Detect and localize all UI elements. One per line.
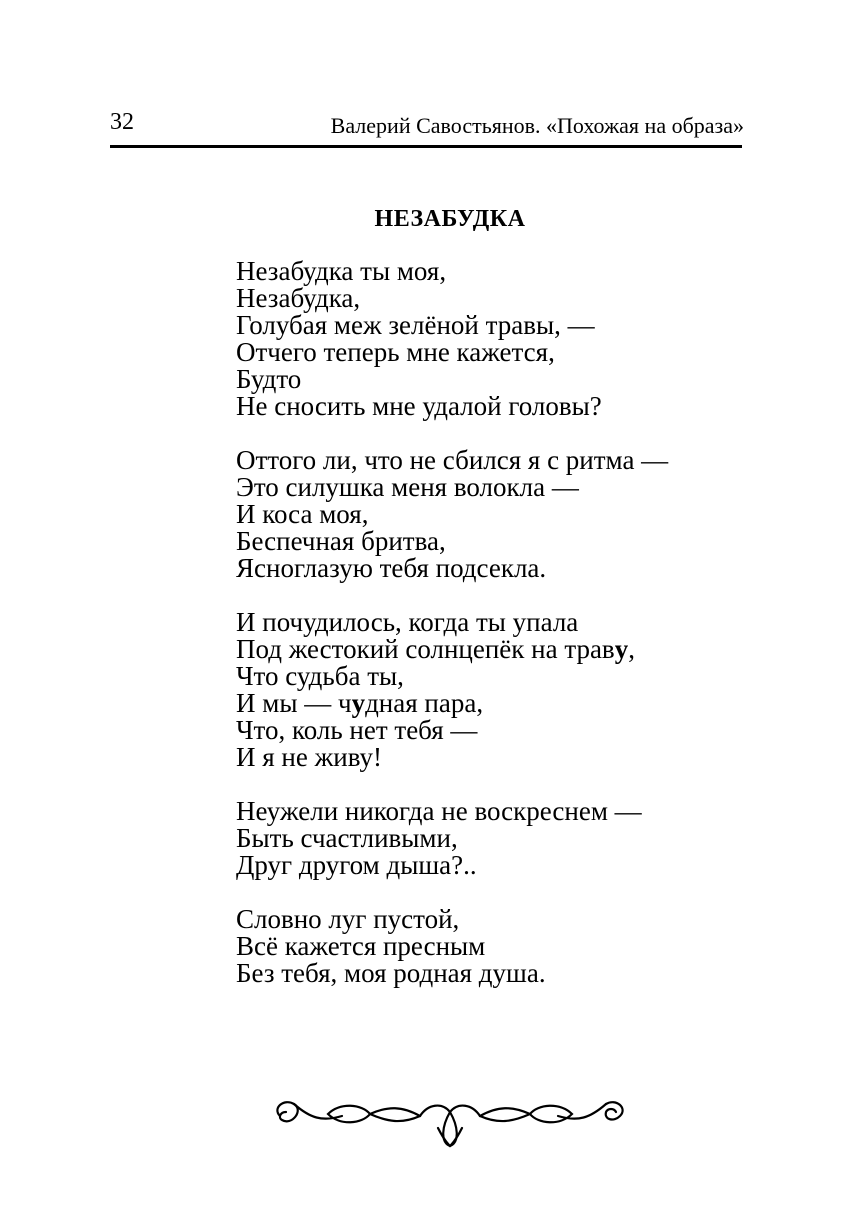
verse-text: Под жестокий солнцепёк на трав [236, 634, 615, 664]
poem-body [236, 258, 668, 1014]
verse-line: Не сносить мне удалой головы? [236, 391, 602, 421]
verse-line: Всё кажется пресным [236, 931, 486, 961]
verse-line: Незабудка ты моя, [236, 256, 447, 286]
running-header: Валерий Савостьянов. «Похожая на образа» [330, 113, 744, 138]
verse-line: И почудилось, когда ты упала [236, 607, 579, 637]
stanza [236, 609, 668, 771]
verse-line: Это силушка меня волокла — [236, 472, 579, 502]
flourish-ornament-icon [270, 1092, 630, 1152]
verse-line: Отчего теперь мне кажется, [236, 337, 555, 367]
stanza [236, 798, 668, 879]
verse-line [236, 636, 668, 663]
stressed-vowel: у [614, 634, 629, 664]
page-number: 32 [110, 109, 134, 135]
verse-line: И коса моя, [236, 499, 369, 529]
stanza [236, 447, 668, 582]
verse-line: Без тебя, моя родная душа. [236, 958, 546, 988]
verse-line: Словно луг пустой, [236, 904, 460, 934]
verse-line: Друг другом дыша?.. [236, 850, 477, 880]
stanza [236, 258, 668, 420]
verse-text: , [628, 634, 635, 664]
verse-line: Голубая меж зелёной травы, — [236, 310, 595, 340]
verse-line: Будто [236, 364, 302, 394]
verse-line [236, 690, 668, 717]
verse-line: Неужели никогда не воскреснем — [236, 796, 642, 826]
poem-title: НЕЗАБУДКА [374, 206, 526, 232]
verse-line: Оттого ли, что не сбился я с ритма — [236, 445, 669, 475]
verse-text: дная пара, [365, 688, 484, 718]
verse-line: Ясноглазую тебя подсекла. [236, 553, 547, 583]
verse-line: Быть счастливыми, [236, 823, 458, 853]
verse-line: Незабудка, [236, 283, 361, 313]
stressed-vowel: у [351, 688, 366, 718]
verse-line: И я не живу! [236, 742, 383, 772]
header-rule [110, 145, 742, 148]
verse-line: Что судьба ты, [236, 661, 404, 691]
stanza [236, 906, 668, 987]
verse-line: Беспечная бритва, [236, 526, 446, 556]
verse-line: Что, коль нет тебя — [236, 715, 478, 745]
verse-text: И мы — ч [236, 688, 352, 718]
